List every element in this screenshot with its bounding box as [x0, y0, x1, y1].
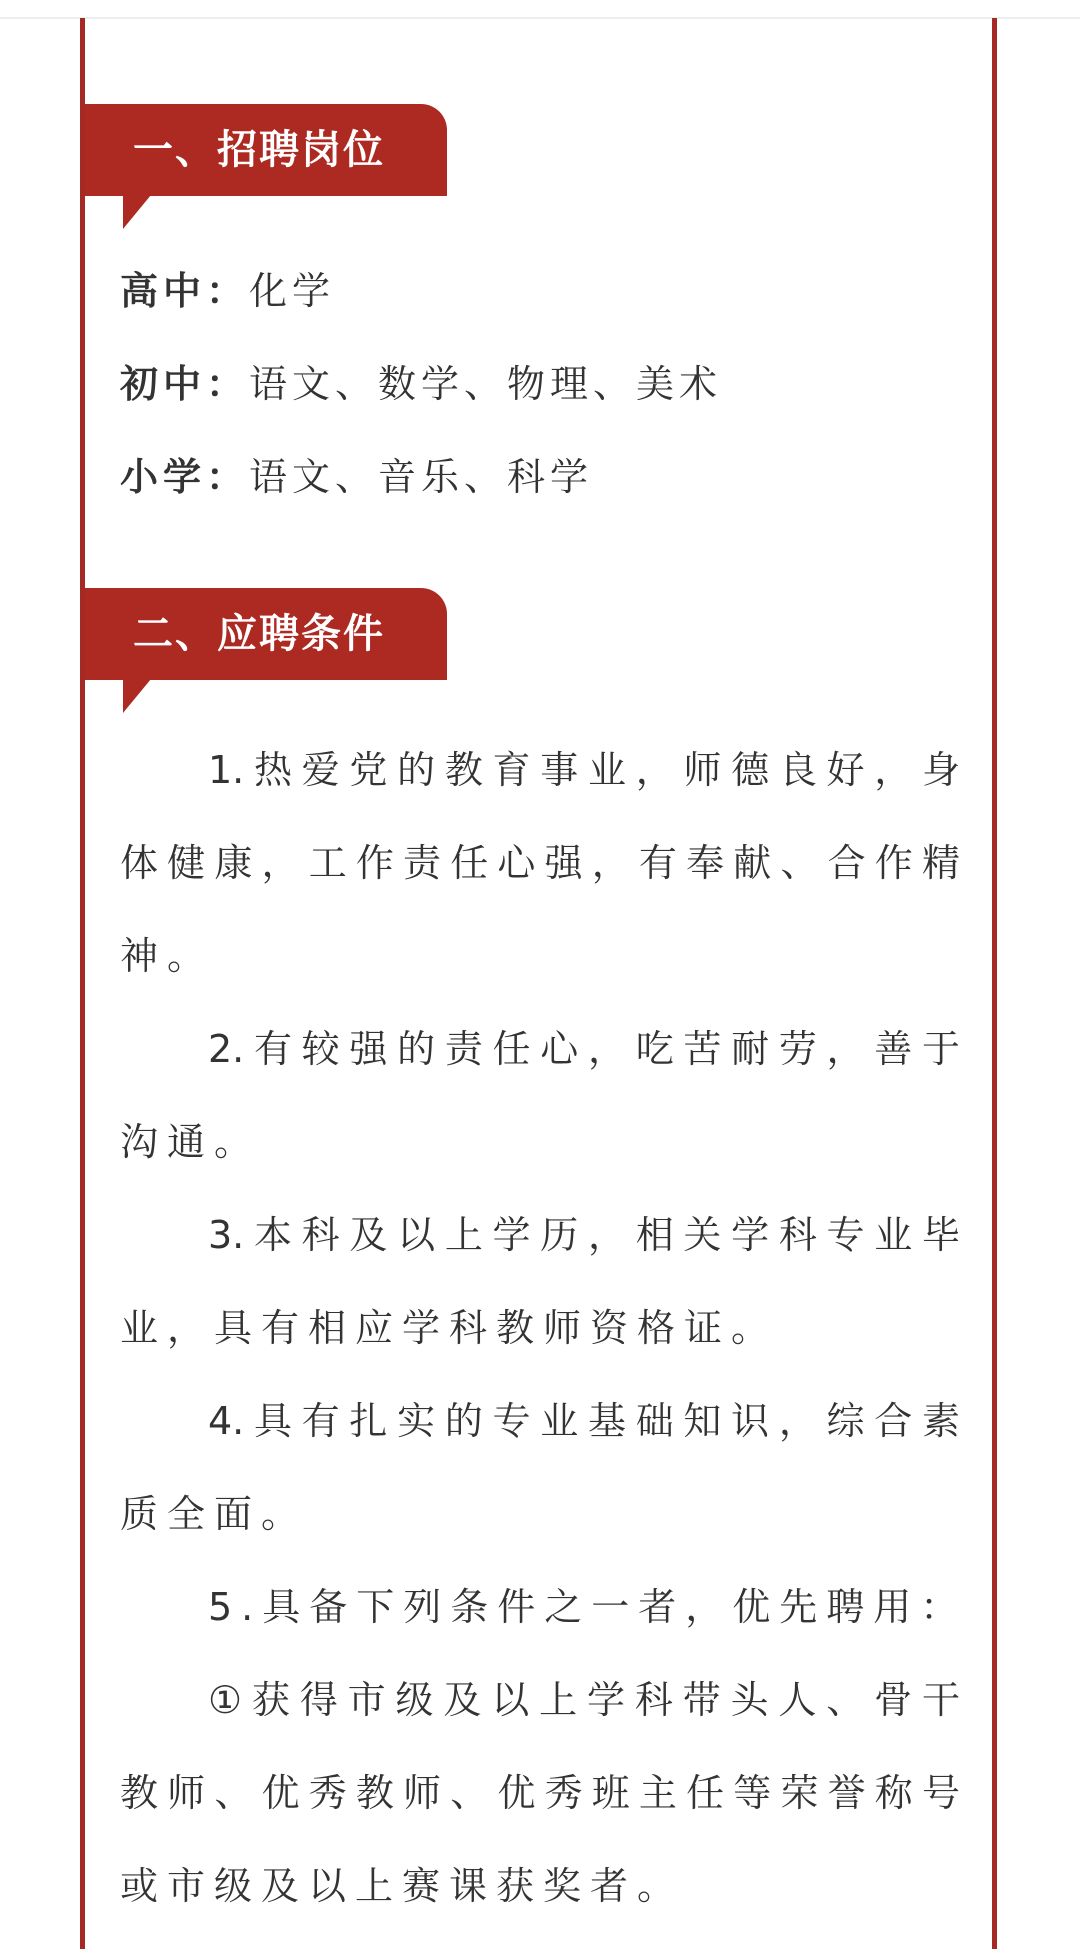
position-row-middle-school [120, 353, 722, 408]
position-row-high-school [120, 260, 335, 315]
section-header-tail [123, 195, 151, 229]
requirement-line: 神。 [120, 934, 215, 978]
requirement-line: ①获得市级及以上学科带头人、骨干 [208, 1678, 960, 1722]
left-frame-border [80, 18, 85, 1949]
requirement-line: 教师、优秀教师、优秀班主任等荣誉称号 [120, 1771, 960, 1815]
top-divider [0, 17, 1080, 19]
section-title: 一、招聘岗位 [133, 127, 385, 173]
requirement-line: 沟通。 [120, 1120, 262, 1164]
position-subjects: 语文、音乐、科学 [249, 455, 594, 499]
position-level-label: 高中： [120, 269, 250, 313]
requirement-line: 1.热爱党的教育事业，师德良好，身 [208, 748, 960, 792]
requirement-line: 或市级及以上赛课获奖者。 [120, 1864, 685, 1908]
right-frame-border [992, 18, 997, 1949]
requirement-line: 质全面。 [120, 1492, 309, 1536]
section-header-requirements [85, 588, 447, 680]
position-level-label: 初中： [120, 362, 250, 406]
section-header-positions [85, 104, 447, 196]
position-level-label: 小学： [120, 455, 250, 499]
position-subjects: 语文、数学、物理、美术 [249, 362, 723, 406]
position-row-primary-school [120, 446, 593, 501]
section-title: 二、应聘条件 [133, 611, 385, 657]
requirement-line: 4.具有扎实的专业基础知识，综合素 [208, 1399, 960, 1443]
section-header-tail [123, 679, 151, 713]
requirement-line: 2.有较强的责任心，吃苦耐劳，善于 [208, 1027, 960, 1071]
position-subjects: 化学 [249, 269, 336, 313]
requirement-line: 体健康，工作责任心强，有奉献、合作精 [120, 841, 960, 885]
requirement-line: 5.具备下列条件之一者，优先聘用： [208, 1585, 968, 1629]
requirement-line: 3.本科及以上学历，相关学科专业毕 [208, 1213, 960, 1257]
requirement-line: 业，具有相应学科教师资格证。 [120, 1306, 779, 1350]
